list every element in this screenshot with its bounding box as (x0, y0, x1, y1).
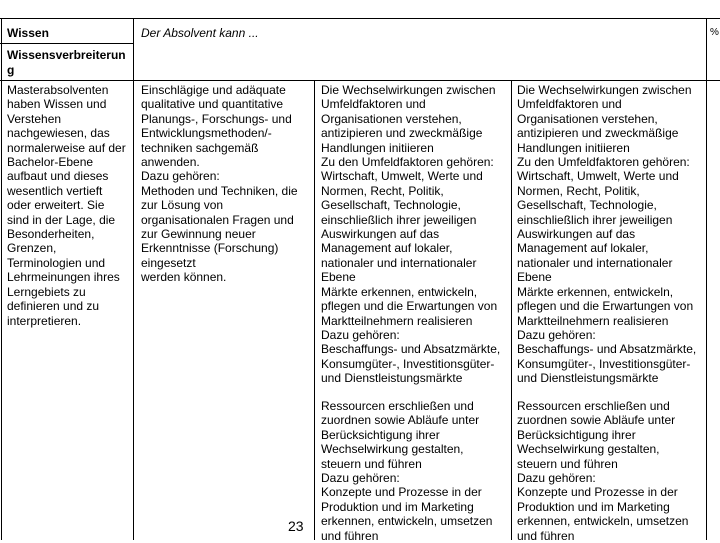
column-divider-4 (706, 18, 707, 540)
cell-resources-1: Ressourcen erschließen und zuordnen sowie Abläufe unter Berücksichtigung ihrer Wechselwirkung gestalten, steuern und führen Dazu gehören: Konzepte und Prozesse in der Produktion und im Marketing erkennen, entwickeln, umsetzen und führen (321, 399, 493, 543)
column-divider-3 (511, 80, 512, 540)
subheading-wissensverbreiterung: Wissensverbreiterun g (7, 48, 126, 77)
cell-interactions-1: Die Wechselwirkungen zwischen Umfeldfaktoren und Organisationen verstehen, antizipieren und zweckmäßige Handlungen initiieren Zu den Umfeldfaktoren gehören: Wirtschaft, Umwelt, Werte und Normen, Recht, Politik, Gesellschaft, Technologie, einschließlich ihrer jeweiligen Auswirkungen auf das Management auf lokaler, nationaler und internationaler Ebene Märkte erkennen, entwickeln, pflegen und die Erwartungen von Marktteilnehmern realisieren Dazu gehören: Beschaffungs- und Absatzmärkte, Konsumgüter-, Investitionsgüter- und Dienstleistungsmärkte (321, 83, 501, 386)
column-divider-2 (314, 80, 315, 540)
cell-knowledge-description: Masterabsolventen haben Wissen und Verstehen nachgewiesen, das normalerweise auf der Bachelor-Ebene aufbaut und dieses wesentlich vertieft oder erweitert. Sie sind in der Lage, die Besonderheiten, Grenzen, Terminologien und Lehrmeinungen ihres Lerngebiets zu definieren und zu interpretieren. (7, 83, 126, 328)
table-left-border (1, 18, 2, 540)
table-top-border (0, 18, 720, 19)
header-cutoff: % (710, 27, 719, 38)
cell-methods: Einschlägige und adäquate qualitative und quantitative Planungs-, Forschungs- und Entwicklungsmethoden/- techniken sachgemäß anwenden. Dazu gehören: Methoden und Techniken, die zur Lösung von organisationalen Fragen und zur Gewinnung neuer Erkenntnisse (Forschung) eingesetzt werden können. (141, 83, 298, 285)
row-divider (0, 80, 720, 81)
header-absolvent: Der Absolvent kann ... (141, 26, 259, 40)
header-wissen: Wissen (7, 26, 49, 40)
header-divider (0, 43, 133, 44)
column-divider-1 (133, 18, 134, 540)
page-number: 23 (288, 518, 304, 534)
cell-resources-2: Ressourcen erschließen und zuordnen sowie Abläufe unter Berücksichtigung ihrer Wechselwirkung gestalten, steuern und führen Dazu gehören: Konzepte und Prozesse in der Produktion und im Marketing erkennen, entwickeln, umsetzen und führen (517, 399, 689, 543)
cell-interactions-2: Die Wechselwirkungen zwischen Umfeldfaktoren und Organisationen verstehen, antizipieren und zweckmäßige Handlungen initiieren Zu den Umfeldfaktoren gehören: Wirtschaft, Umwelt, Werte und Normen, Recht, Politik, Gesellschaft, Technologie, einschließlich ihrer jeweiligen Auswirkungen auf das Management auf lokaler, nationaler und internationaler Ebene Märkte erkennen, entwickeln, pflegen und die Erwartungen von Marktteilnehmern realisieren Dazu gehören: Beschaffungs- und Absatzmärkte, Konsumgüter-, Investitionsgüter- und Dienstleistungsmärkte (517, 83, 697, 386)
